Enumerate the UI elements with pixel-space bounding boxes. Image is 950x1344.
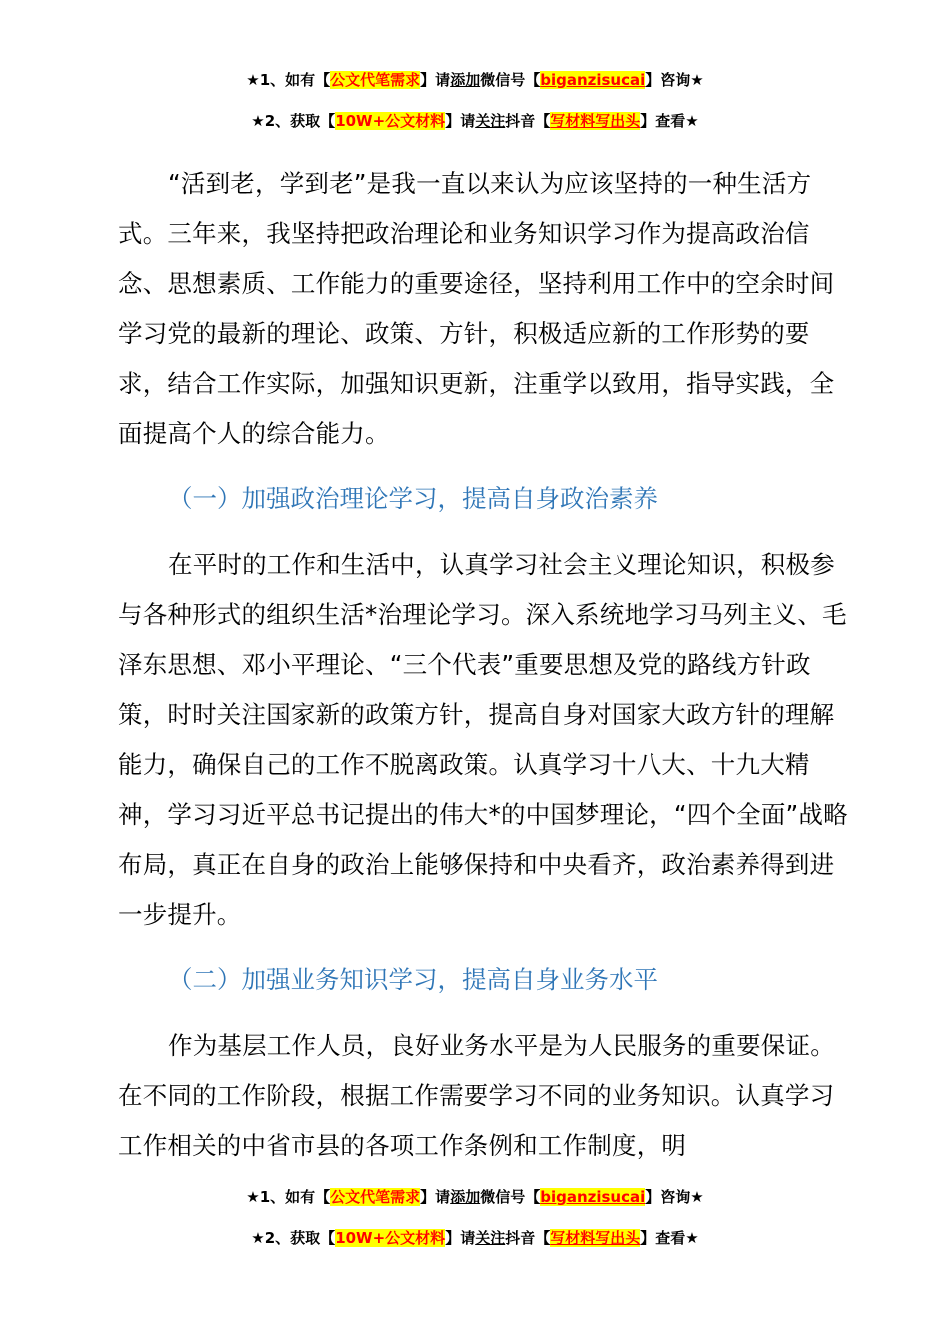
paragraph-political-study: 在平时的工作和生活中，认真学习社会主义理论知识，积极参与各种形式的组织生活*治理论学习。深入系统地学习马列主义、毛泽东思想、邓小平理论、“三个代表”重要思想及党的路线方针政策，时时关注国家新的政策方针，提高自身对国家大政方针的理解能力，确保自己的工作不脱离政策。认真学习十八大、十九大精神，学习习近平总书记提出的伟大*的中国梦理论，“四个全面”战略布局，真正在自身的政治上能够保持和中央看齐，政治素养得到进一步提升。 <box>118 550 848 929</box>
promo-text: ★2、获取【 <box>251 112 336 130</box>
promo-text: 】咨询★ <box>645 71 704 89</box>
paragraph-business-study: 作为基层工作人员，良好业务水平是为人民服务的重要保证。在不同的工作阶段，根据工作需要学习不同的业务知识。认真学习工作相关的中省市县的各项工作条例和工作制度，明 <box>118 1031 835 1160</box>
document-body <box>118 159 858 1171</box>
section-heading-2: （二）加强业务知识学习，提高自身业务水平 <box>168 965 658 994</box>
promo-text: 】查看★ <box>640 1229 699 1247</box>
promo-text: 】请 <box>445 112 476 130</box>
promo-text: ★1、如有【 <box>246 1188 331 1206</box>
promo-underline: 关注 <box>475 112 506 130</box>
promo-text: 抖音【 <box>505 112 551 130</box>
promo-text: 微信号【 <box>480 71 541 89</box>
promo-text: 】请 <box>445 1229 476 1247</box>
promo-douyin-id: 写材料写出头 <box>550 112 641 130</box>
promo-text: 】请 <box>420 71 451 89</box>
promo-highlight: 公文代笔需求 <box>330 1188 421 1206</box>
promo-underline: 关注 <box>475 1229 506 1247</box>
promo-text: 】咨询★ <box>645 1188 704 1206</box>
promo-highlight: 10W+公文材料 <box>335 112 446 130</box>
promo-wechat-id: biganzisucai <box>540 1188 646 1206</box>
footer-promo-line-2 <box>0 1227 950 1249</box>
promo-text: ★2、获取【 <box>251 1229 336 1247</box>
promo-underline: 添加 <box>450 1188 481 1206</box>
promo-text: 】请 <box>420 1188 451 1206</box>
section-heading-1: （一）加强政治理论学习，提高自身政治素养 <box>168 484 658 513</box>
header-promo-line-2 <box>0 110 950 132</box>
header-promo-line-1 <box>0 69 950 91</box>
promo-douyin-id: 写材料写出头 <box>550 1229 641 1247</box>
promo-highlight: 10W+公文材料 <box>335 1229 446 1247</box>
promo-text: 抖音【 <box>505 1229 551 1247</box>
promo-text: 】查看★ <box>640 112 699 130</box>
promo-wechat-id: biganzisucai <box>540 71 646 89</box>
paragraph-intro: “活到老，学到老”是我一直以来认为应该坚持的一种生活方式。三年来，我坚持把政治理论和业务知识学习作为提高政治信念、思想素质、工作能力的重要途径，坚持利用工作中的空余时间学习党的最新的理论、政策、方针，积极适应新的工作形势的要求，结合工作实际，加强知识更新，注重学以致用，指导实践，全面提高个人的综合能力。 <box>118 169 835 448</box>
promo-highlight: 公文代笔需求 <box>330 71 421 89</box>
promo-text: ★1、如有【 <box>246 71 331 89</box>
footer-promo-line-1 <box>0 1186 950 1208</box>
promo-text: 微信号【 <box>480 1188 541 1206</box>
promo-underline: 添加 <box>450 71 481 89</box>
